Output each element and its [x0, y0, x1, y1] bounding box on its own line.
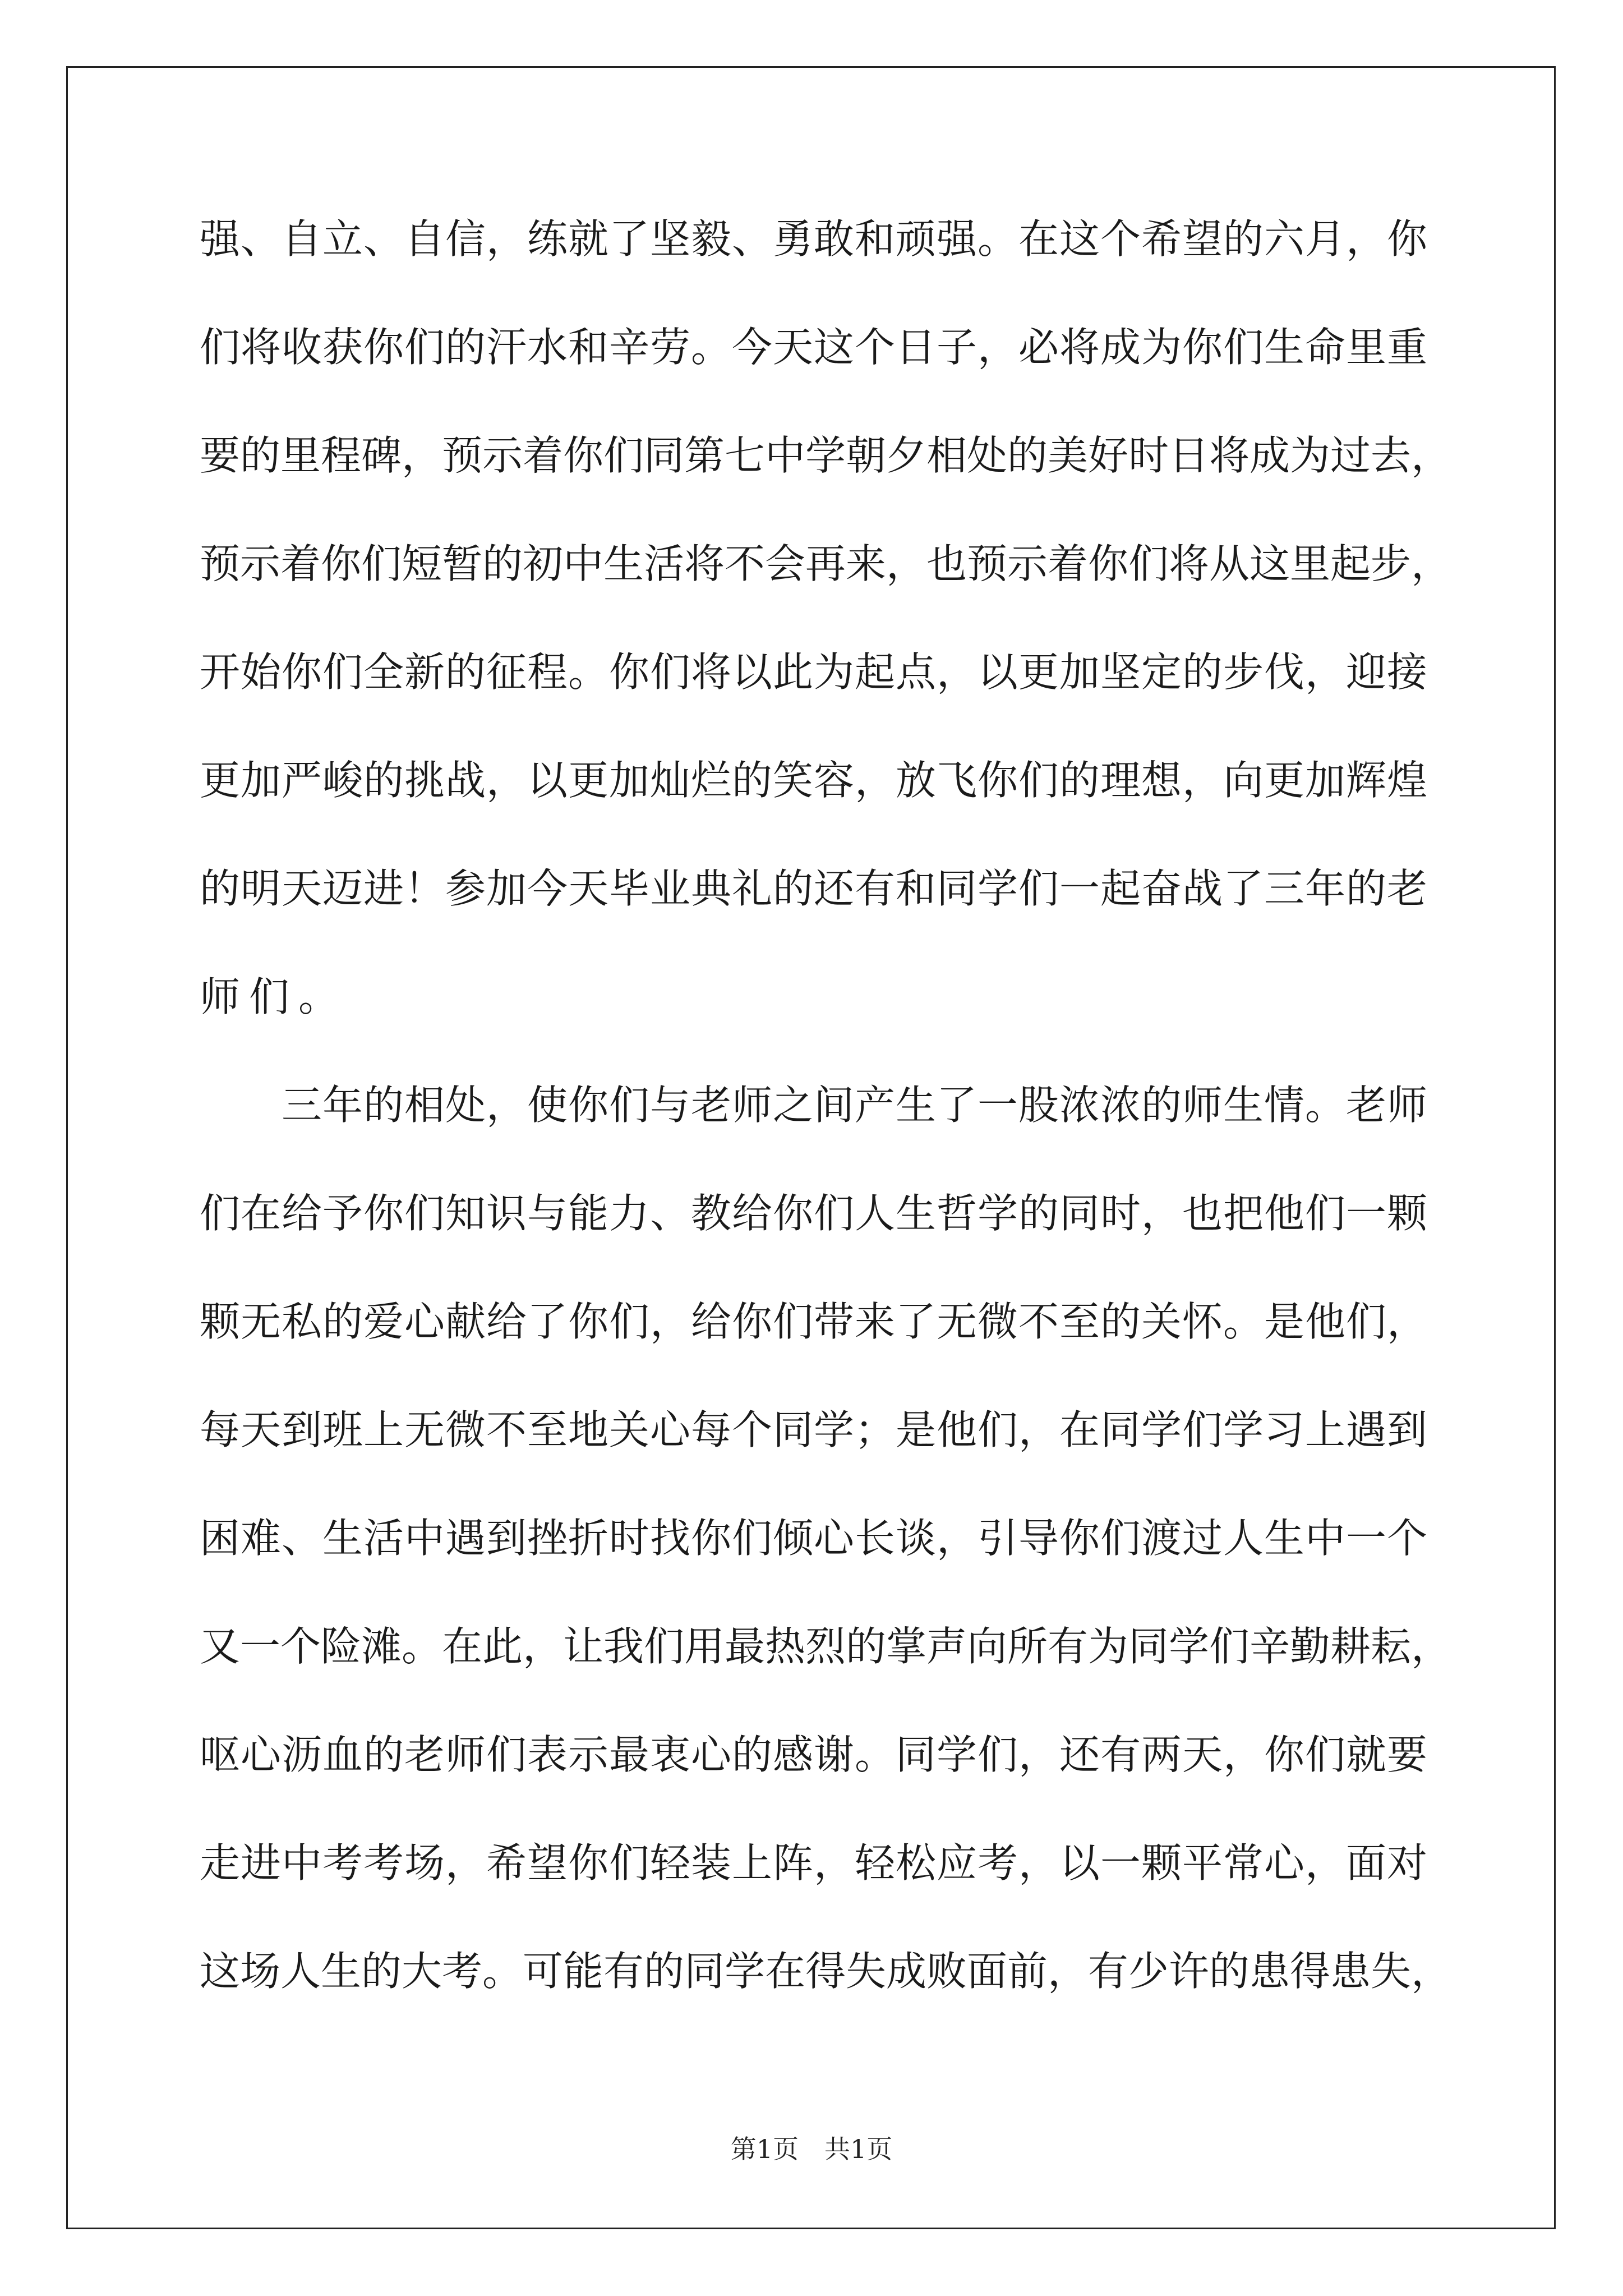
text-line: 颗无私的爱心献给了你们，给你们带来了无微不至的关怀。是他们， — [200, 1298, 1428, 1345]
text-line: 走进中考考场，希望你们轻装上阵，轻松应考，以一颗平常心，面对 — [200, 1839, 1428, 1887]
text-line: 师们。 — [200, 973, 348, 1020]
document-body — [200, 215, 1452, 2059]
text-line: 开始你们全新的征程。你们将以此为起点，以更加坚定的步伐，迎接 — [200, 648, 1428, 696]
text-line: 每天到班上无微不至地关心每个同学；是他们，在同学们学习上遇到 — [200, 1406, 1428, 1453]
text-line: 的明天迈进！参加今天毕业典礼的还有和同学们一起奋战了三年的老 — [200, 865, 1428, 912]
text-line: 预示着你们短暂的初中生活将不会再来，也预示着你们将从这里起步， — [200, 540, 1452, 587]
text-line: 这场人生的大考。可能有的同学在得失成败面前，有少许的患得患失， — [200, 1948, 1452, 1995]
text-line: 们在给予你们知识与能力、教给你们人生哲学的同时，也把他们一颗 — [200, 1190, 1428, 1237]
text-line: 三年的相处，使你们与老师之间产生了一股浓浓的师生情。老师 — [200, 1082, 1428, 1129]
text-line: 更加严峻的挑战，以更加灿烂的笑容，放飞你们的理想，向更加辉煌 — [200, 757, 1428, 804]
text-line: 们将收获你们的汗水和辛劳。今天这个日子，必将成为你们生命里重 — [200, 324, 1428, 371]
text-line: 要的里程碑，预示着你们同第七中学朝夕相处的美好时日将成为过去， — [200, 432, 1452, 479]
text-line: 强、自立、自信，练就了坚毅、勇敢和顽强。在这个希望的六月，你 — [200, 215, 1428, 263]
text-line: 困难、生活中遇到挫折时找你们倾心长谈，引导你们渡过人生中一个 — [200, 1515, 1428, 1562]
text-line: 呕心沥血的老师们表示最衷心的感谢。同学们，还有两天，你们就要 — [200, 1731, 1428, 1778]
text-line: 又一个险滩。在此，让我们用最热烈的掌声向所有为同学们辛勤耕耘， — [200, 1623, 1452, 1670]
page-number-footer: 第1页 共1页 — [730, 2134, 893, 2164]
